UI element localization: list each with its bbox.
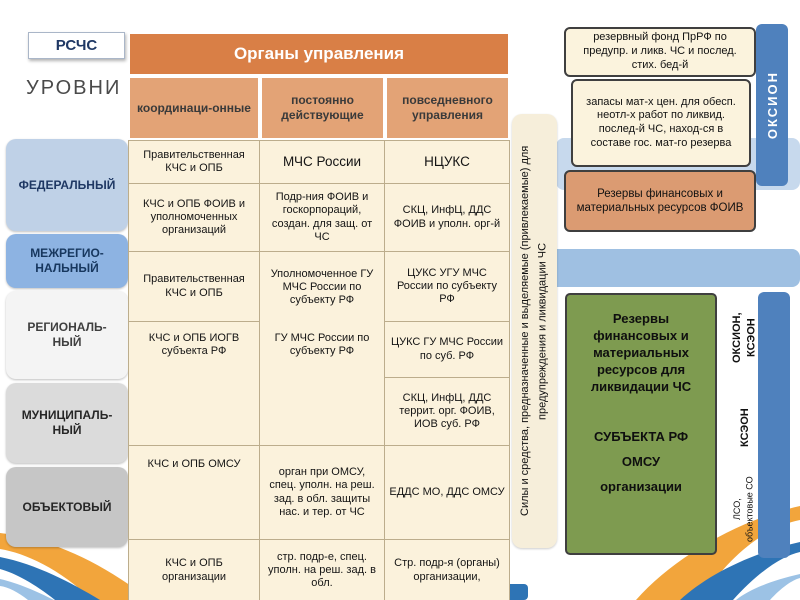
- material-stock-box: запасы мат-х цен. для обесп. неотл-х работ по ликвид. послед-й ЧС, наход-ся в составе гос. мат-го резерва: [571, 79, 751, 167]
- oksion-kseon-label-wrap: [726, 288, 762, 388]
- table-cell: КЧС и ОПБ организации: [128, 540, 260, 600]
- table-cell: МЧС России: [260, 140, 385, 184]
- table-cell: Правительственная КЧС и ОПБ: [128, 252, 260, 322]
- oksion-kseon-label: ОКСИОН, КСЭОН: [730, 312, 757, 364]
- table-cell-text: Уполномоченное ГУ МЧС России по субъекту РФ: [270, 268, 374, 307]
- column-header-daily: повседневного управления: [385, 76, 510, 140]
- level-federal: ФЕДЕРАЛЬНЫЙ: [6, 139, 128, 231]
- forces-and-means-text: Силы и средства, предназначенные и выделяемые (привлекаемые) для предупреждения и ликвидации ЧС: [518, 145, 549, 517]
- table-cell: ЦУКС УГУ МЧС России по субъекту РФ: [385, 252, 510, 322]
- table-cell: Стр. подр-я (органы) организации,: [385, 540, 510, 600]
- management-bodies-table: [128, 32, 510, 600]
- table-cell-text: ГУ МЧС России по субъекту РФ: [274, 331, 370, 357]
- kseon-label: КСЭОН: [739, 408, 751, 448]
- lso-label-wrap: [728, 466, 760, 552]
- table-cell: Правительственная КЧС и ОПБ: [128, 140, 260, 184]
- level-object: ОБЪЕКТОВЫЙ: [6, 467, 128, 547]
- table-cell: ЦУКС ГУ МЧС России по суб. РФ: [385, 322, 510, 378]
- level-regional: РЕГИОНАЛЬ-НЫЙ: [6, 291, 128, 379]
- table-cell: КЧС и ОПБ ФОИВ и уполномоченных организаций: [128, 184, 260, 252]
- reserve-fund-box: резервный фонд ПрРФ по предупр. и ликв. ЧС и послед. стих. бед-й: [564, 27, 756, 77]
- lso-label: ЛСО, объектовые СО: [732, 476, 755, 542]
- subject-reserves-title: Резервы финансовых и материальных ресурсов для ликвидации ЧС: [590, 311, 692, 394]
- oksion-label: ОКСИОН: [764, 70, 780, 140]
- table-cell: стр. подр-е, спец. уполн. на реш. зад. в обл.: [260, 540, 385, 600]
- table-cell: СКЦ, ИнфЦ, ДДС террит. орг. ФОИВ, ИОВ суб. РФ: [385, 378, 510, 446]
- oksion-bar: [756, 24, 788, 186]
- levels-title: УРОВНИ: [26, 77, 122, 99]
- level-interregional: МЕЖРЕГИО-НАЛЬНЫЙ: [6, 234, 128, 288]
- subject-reserves-line: ОМСУ: [621, 454, 661, 470]
- rschs-badge: [28, 32, 125, 59]
- forces-and-means-bar: [512, 114, 557, 548]
- subject-reserves-line: СУБЪЕКТА РФ: [593, 429, 689, 445]
- table-cell: ЕДДС МО, ДДС ОМСУ: [385, 446, 510, 540]
- table-title: Органы управления: [128, 32, 510, 76]
- right-blue-strip: [758, 292, 790, 558]
- subject-reserves-box: [565, 293, 717, 555]
- subject-reserves-line: организации: [600, 479, 682, 495]
- table-cell: КЧС и ОПБ ОМСУ: [128, 446, 260, 540]
- column-header-permanent: постоянно действующие: [260, 76, 385, 140]
- kseon-label-wrap: [732, 392, 758, 464]
- table-cell: КЧС и ОПБ ИОГВ субъекта РФ: [128, 322, 260, 446]
- table-cell: орган при ОМСУ, спец. уполн. на реш. зад. в обл. защиты нас. и тер. от ЧС: [260, 446, 385, 540]
- foiv-reserves-box: Резервы финансовых и материальных ресурсов ФОИВ: [564, 170, 756, 232]
- table-cell: НЦУКС: [385, 140, 510, 184]
- rschs-label: РСЧС: [55, 37, 98, 54]
- column-header-coordination: координаци-онные: [128, 76, 260, 140]
- table-cell: [260, 252, 385, 446]
- table-cell: СКЦ, ИнфЦ, ДДС ФОИВ и уполн. орг-й: [385, 184, 510, 252]
- table-cell: Подр-ния ФОИВ и госкорпораций, создан. для защ. от ЧС: [260, 184, 385, 252]
- level-municipal: МУНИЦИПАЛЬ-НЫЙ: [6, 383, 128, 463]
